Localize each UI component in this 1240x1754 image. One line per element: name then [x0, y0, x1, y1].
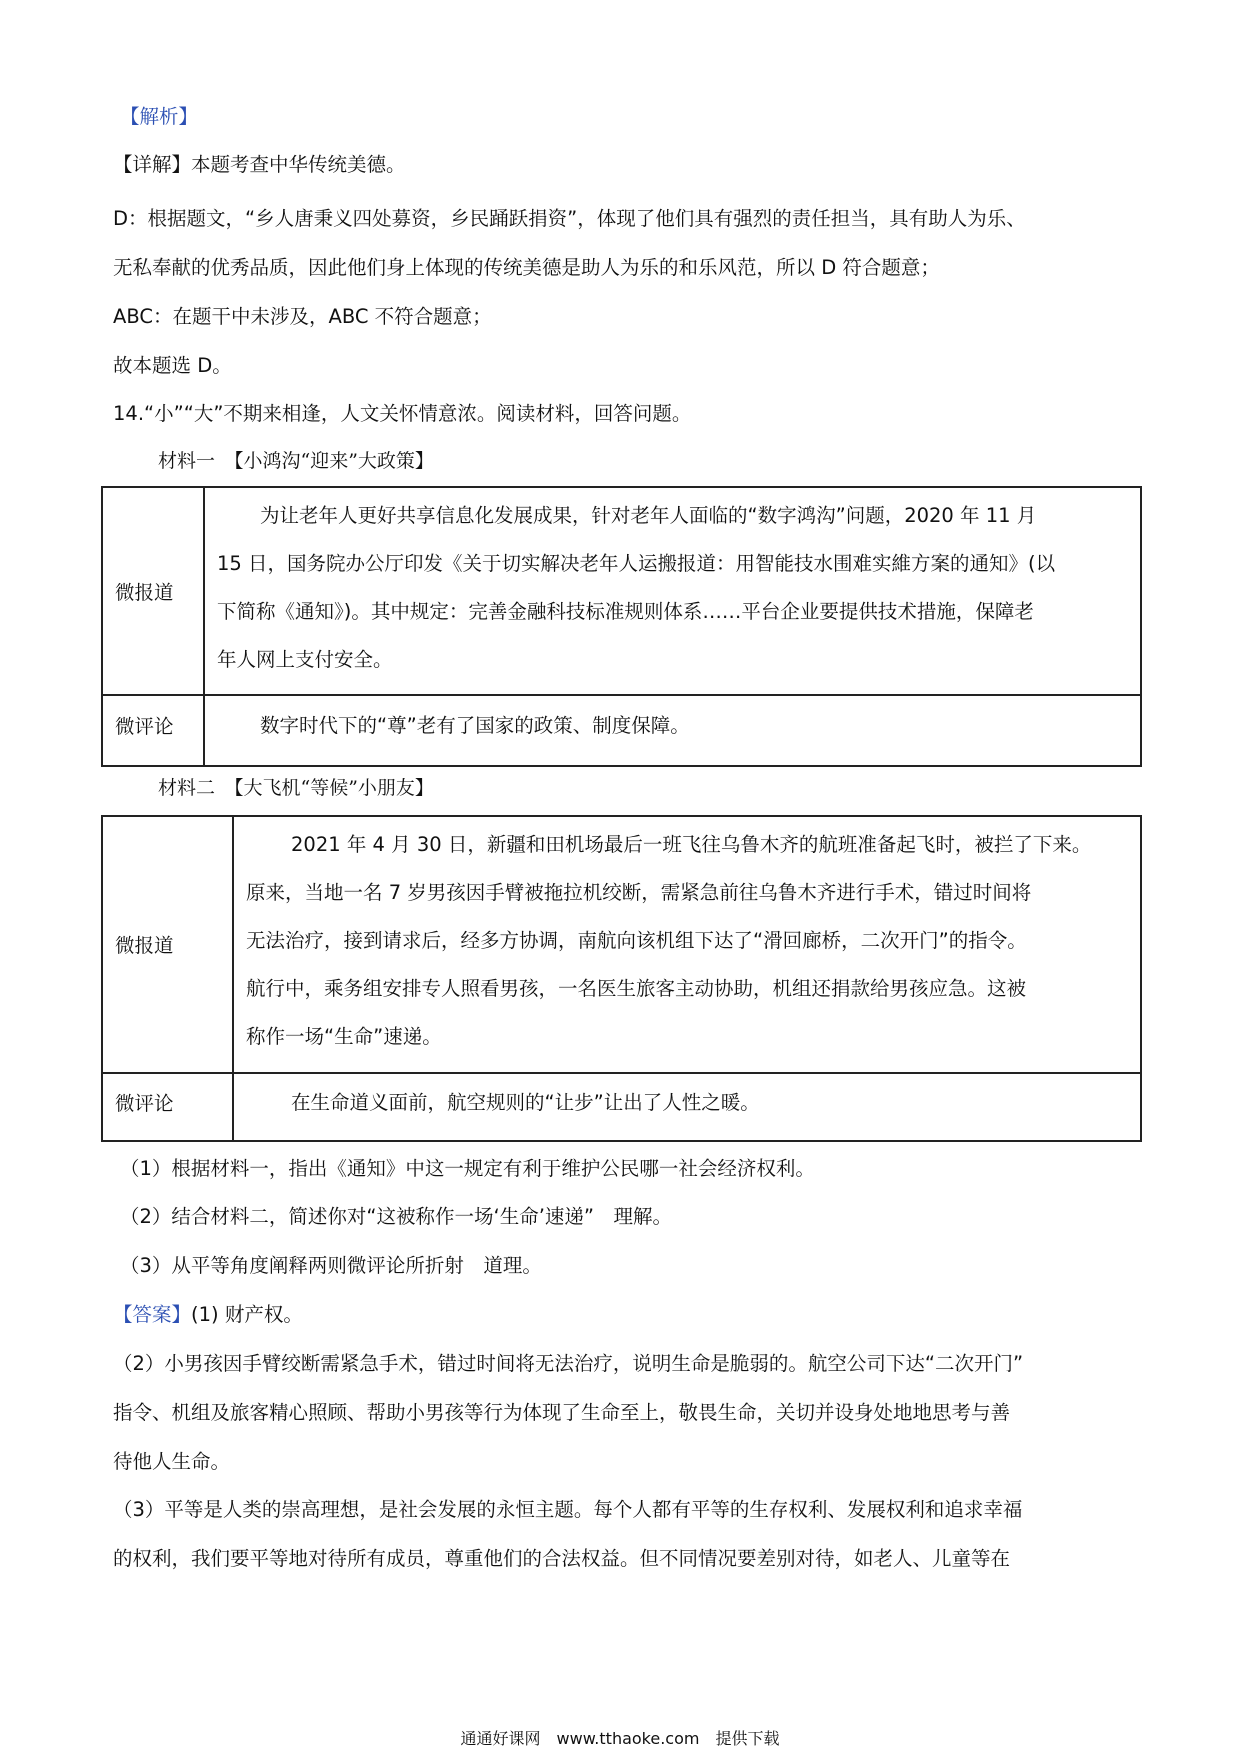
material2-table: [101, 815, 1142, 1142]
material2-report-line: 航行中，乘务组安排专人照看男孩，一名医生旅客主动协助，机组还捐款给男孩应急。这被: [246, 977, 1027, 1000]
question-14-stem: 14.“小”“大”不期来相逢，人文关怀情意浓。阅读材料，回答问题。: [113, 402, 692, 425]
material2-report-line: 2021 年 4 月 30 日，新疆和田机场最后一班飞往乌鲁木齐的航班准备起飞时，被拦了下来。: [291, 833, 1092, 856]
answer-1: (1) 财产权。: [191, 1303, 303, 1326]
material1-report-line: 15 日，国务院办公厅印发《关于切实解决老年人运搬报道：用智能技水围难实維方案的通知》(以: [217, 552, 1056, 575]
material2-report-line: 无法治疗，接到请求后，经多方协调，南航向该机组下达了“滑回廊桥，二次开门”的指令。: [246, 929, 1027, 952]
answer-line: 的权利，我们要平等地对待所有成员，尊重他们的合法权益。但不同情况要差别对待，如老人、儿童等在: [113, 1547, 1011, 1570]
material2-report-line: 原来，当地一名 7 岁男孩因手臂被拖拉机绞断，需紧急前往乌鲁木齐进行手术，错过时间将: [246, 881, 1032, 904]
analysis-heading: 【解析】: [120, 105, 199, 128]
material1-comment: 数字时代下的“尊”老有了国家的政策、制度保障。: [260, 714, 690, 737]
material1-comment-label: 微评论: [115, 715, 174, 738]
answer-line: （3）平等是人类的崇高理想，是社会发展的永恒主题。每个人都有平等的生存权利、发展权利和追求幸福: [113, 1498, 1023, 1521]
material2-comment: 在生命道义面前，航空规则的“让步”让出了人性之暖。: [291, 1091, 760, 1114]
analysis-conclusion: 故本题选 D。: [113, 354, 232, 377]
analysis-line-d-cont: 无私奉献的优秀品质，因此他们身上体现的传统美德是助人为乐的和乐风范，所以 D 符合题意；: [113, 256, 940, 279]
detail-line: 【详解】本题考查中华传统美德。: [113, 153, 406, 176]
answer-label: 【答案】: [113, 1303, 192, 1326]
material2-report-label: 微报道: [115, 934, 174, 957]
page-footer: 通通好课网 www.tthaoke.com 提供下载: [460, 1729, 780, 1748]
material1-report-line: 年人网上支付安全。: [217, 648, 393, 671]
question-3: （3）从平等角度阐释两则微评论所折射 道理。: [120, 1254, 542, 1277]
material2-heading: 材料二 【大飞机“等候”小朋友】: [158, 777, 434, 799]
material1-table: [101, 486, 1142, 767]
analysis-line-d: D：根据题文，“乡人唐秉义四处募资，乡民踊跃捐资”，体现了他们具有强烈的责任担当，具有助人为乐、: [113, 207, 1026, 230]
answer-line: 指令、机组及旅客精心照顾、帮助小男孩等行为体现了生命至上，敬畏生命，关切并设身处地地思考与善: [113, 1401, 1011, 1424]
material1-report-label: 微报道: [115, 581, 174, 604]
analysis-line-abc: ABC：在题干中未涉及，ABC 不符合题意；: [113, 305, 492, 328]
material1-heading: 材料一 【小鸿沟“迎来”大政策】: [158, 450, 434, 472]
answer-line: （2）小男孩因手臂绞断需紧急手术，错过时间将无法治疗，说明生命是脆弱的。航空公司下达“二次开门”: [113, 1352, 1024, 1375]
question-2: （2）结合材料二，简述你对“这被称作一场‘生命’速递” 理解。: [120, 1205, 673, 1228]
material2-comment-label: 微评论: [115, 1092, 174, 1115]
answer-first-line: [113, 1302, 303, 1328]
material1-report-line: 下简称《通知》)。其中规定：完善金融科技标准规则体系……平台企业要提供技术措施，保障老: [217, 600, 1034, 623]
answer-line: 待他人生命。: [113, 1450, 231, 1473]
question-1: （1）根据材料一，指出《通知》中这一规定有利于维护公民哪一社会经济权利。: [120, 1157, 815, 1180]
material1-report-line: 为让老年人更好共享信息化发展成果，针对老年人面临的“数字鸿沟”问题，2020 年 11 月: [260, 504, 1037, 527]
material2-report-line: 称作一场“生命”速递。: [246, 1025, 442, 1048]
